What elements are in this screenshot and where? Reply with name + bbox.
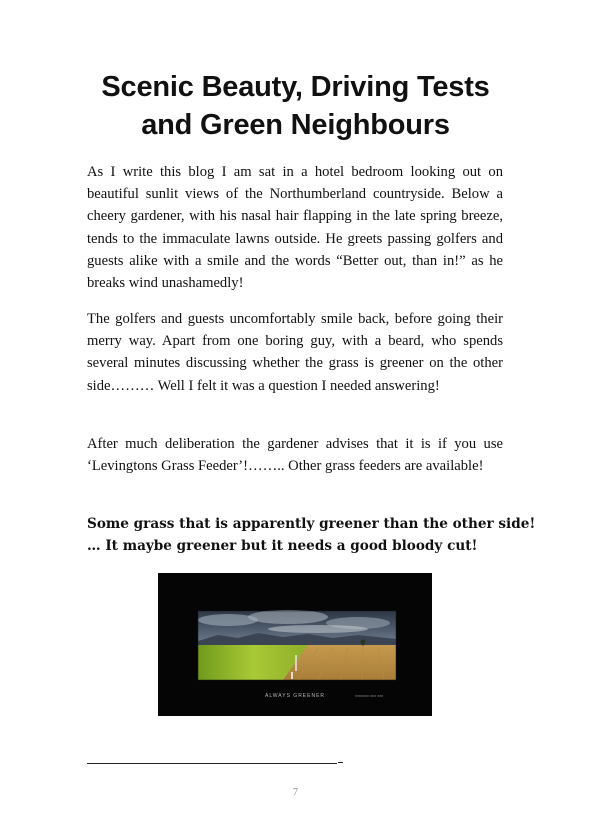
- bold-caption-line-2: … It maybe greener but it needs a good bloody cut!: [87, 538, 478, 554]
- footnote-separator-tick: [338, 762, 343, 763]
- page-title: [60, 68, 531, 144]
- photo-caption: ALWAYS GREENER: [265, 693, 326, 699]
- bold-caption-line-1: Some grass that is apparently greener than the other side!: [87, 516, 536, 532]
- paragraph-3: After much deliberation the gardener advises that it is if you use ‘Levingtons Grass Feeder’!…….. Other grass feeders are available!: [87, 436, 503, 475]
- photo-credit: xxxxxxx xxx xxx: [355, 693, 384, 698]
- panorama: [198, 610, 396, 680]
- paragraph-1: As I write this blog I am sat in a hotel bedroom looking out on beautiful sunlit views of the Northumberland countryside. Below a cheery gardener, with his nasal hair flapping in the late spring breeze, tends to the immaculate lawns outside. He greets passing golfers and guests alike with a smile and the words “Better out, than in!” as he breaks wind unashamedly!: [87, 164, 503, 292]
- title-line-2: and Green Neighbours: [141, 109, 450, 141]
- footnote-separator: [87, 763, 337, 764]
- paragraph-2: The golfers and guests uncomfortably smile back, before going their merry way. Apart from one boring guy, with a beard, who spends several minutes discussing whether the grass is greener on the other side……… Well I felt it was a question I needed answering!: [87, 311, 503, 394]
- title-line-1: Scenic Beauty, Driving Tests: [101, 71, 490, 103]
- page-number: 7: [293, 787, 298, 798]
- bold-caption: [87, 513, 536, 557]
